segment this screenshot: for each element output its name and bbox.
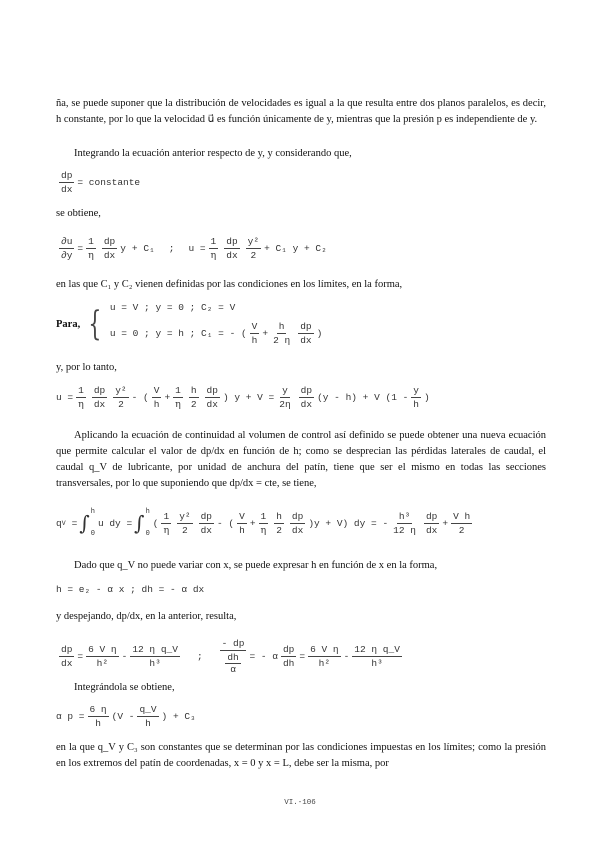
equation-h-of-x: h = e₂ - α x ; dh = - α dx xyxy=(56,584,205,595)
paragraph-5: y, por lo tanto, xyxy=(56,362,117,373)
equation-boundary-conditions: Para, { u = V ; y = 0 ; C₂ = V u = 0 ; y = h ; C₁ = - ( $\frac{V}{h}$ + $\frac{h}{2 \eta}$ $\frac{dp}{dx}$ ) xyxy=(56,302,323,346)
equation-dpdx-solution: $\frac{dp}{dx}$ = $\frac{\text{6 V η}}{\text{h²}}$ - $\frac{\text{12 η q\_V}}{\text{h³}}$ ; - dp dh α = - α $\frac{dp}{dh}$ = $\frac{\text{6 V η}}{\text{h²}}$ - $\frac{\text{12 η q\_V}}{\text{h³}}$ xyxy=(61,638,400,675)
paragraph-1: ña, se puede suponer que la distribución de velocidades es igual a la que resulta entre dos planos paralelos, es decir, h constante, por lo que la velocidad u⃗ es función únicamente de y, mientras que la presión p es independiente de y. xyxy=(56,98,546,125)
page-number: VI.-106 xyxy=(284,799,316,807)
boundary-row-1: u = V ; y = 0 ; C₂ = V xyxy=(109,302,236,313)
paragraph-6: Aplicando la ecuación de continuidad al volumen de control así definido se puede obtener una nueva ecuación que permite calcular el valor de dp/dx en función de h; como se desprecian las pérdidas laterales de caudal, el caudal q_V de lubricante, por unidad de anchura del patín, tiene que ser el mismo en todas las secciones transversales, por lo que suponiendo que dp/dx = cte, se tiene, xyxy=(56,430,546,489)
paragraph-10: en la que q_V y C₃ son constantes que se determinan por las condiciones impuestas en los límites; como la presión en los extremos del patín de coordenadas, x = 0 y x = L, debe ser la misma, por xyxy=(56,742,546,769)
paragraph-8: y despejando, dp/dx, en la anterior, resulta, xyxy=(56,611,237,622)
equation-pressure-integral: α p = $\frac{6 \eta}{h}$ (V - $\frac{q\_V}{h}$ ) + C₃ xyxy=(56,704,196,729)
equation-velocity-derivative: $\frac{\partial u}{\partial y}$ = $\frac{1}{\eta}$ $\frac{dp}{dx}$ y + C₁ ; u = $\frac{1}{\eta}$ $\frac{dp}{dx}$ $\frac{\text{y²}}{2}$ + C₁ y + C₂ xyxy=(61,236,327,261)
paragraph-2: Integrando la ecuación anterior respecto de y, y considerando que, xyxy=(74,148,352,159)
paragraph-9: Integrándola se obtiene, xyxy=(74,682,175,693)
paragraph-3: se obtiene, xyxy=(56,208,101,219)
equation-dpdx-constant: $\frac{dp}{dx}$ = constante xyxy=(61,170,141,195)
boundary-row-2: u = 0 ; y = h ; C₁ = - ( $\frac{V}{h}$ + $\frac{h}{2 \eta}$ $\frac{dp}{dx}$ ) xyxy=(109,321,323,346)
paragraph-4: en las que C₁ y C₂ vienen definidas por las condiciones en los límites, en la forma, xyxy=(56,279,403,290)
equation-velocity-profile: u = $\frac{1}{\eta}$ $\frac{dp}{dx}$ $\frac{\text{y²}}{2}$ - ( $\frac{V}{h}$ + $\frac{1}{\eta}$ $\frac{h}{2}$ $\frac{dp}{dx}$ ) y + V = $\frac{y}{2\eta}$ $\frac{dp}{dx}$ (y - h) + V (1 - $\frac{y}{h}$ ) xyxy=(56,385,430,410)
paragraph-7: Dado que q_V no puede variar con x, se puede expresar h en función de x en la forma, xyxy=(74,560,438,571)
equation-flow-rate: q V = ∫ h 0 u dy = ∫ h 0 ( $\frac{1}{\eta}$ $\frac{\text{y²}}{2}$ $\frac{dp}{dx}$ - ( $\frac{V}{h}$ + $\frac{1}{\eta}$ $\frac{h}{2}$ $\frac{dp}{dx}$ )y + V) dy = - $\frac{\text{h³}}{12 \eta}$ $\frac{dp}{dx}$ + $\frac{\text{V h}}{2}$ xyxy=(56,508,471,538)
